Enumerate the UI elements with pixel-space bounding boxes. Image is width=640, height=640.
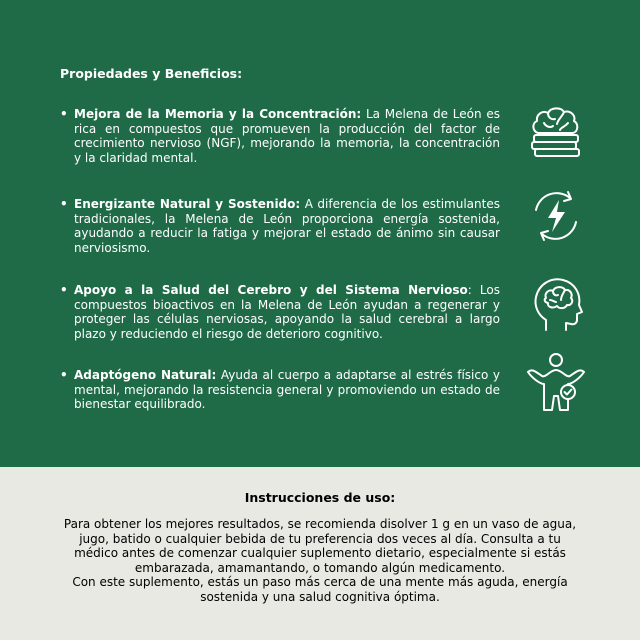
benefit-description: La Melena de León es rica en compuestos que promueven la producción del factor de crecimiento nervioso (NGF), mejorando la memoria, la concentración y la claridad mental. bbox=[74, 107, 500, 165]
benefit-title: Mejora de la Memoria y la Concentración: bbox=[74, 107, 362, 121]
benefit-description: : Los compuestos bioactivos en la Melena de León ayudan a regenerar y proteger las células nerviosas, apoyando la salud cerebral a largo plazo y reduciendo el riesgo de deterioro cognitivo. bbox=[74, 283, 500, 341]
benefit-text-block bbox=[74, 368, 500, 412]
benefit-title: Apoyo a la Salud del Cerebro y del Sistema Nervioso bbox=[74, 283, 468, 297]
benefit-text-block bbox=[74, 197, 500, 255]
benefit-text-block bbox=[74, 107, 500, 165]
bullet: • bbox=[60, 368, 68, 382]
benefit-description: Ayuda al cuerpo a adaptarse al estrés físico y mental, mejorando la resistencia general y promoviendo un estado de bienestar equilibrado. bbox=[74, 368, 500, 412]
benefit-energy bbox=[60, 197, 500, 255]
brain-books-icon bbox=[524, 101, 588, 165]
instructions-title: Instrucciones de uso: bbox=[244, 490, 396, 505]
bullet: • bbox=[60, 107, 68, 121]
section-heading: Propiedades y Beneficios: bbox=[60, 66, 243, 81]
head-brain-icon bbox=[524, 272, 588, 336]
person-check-icon bbox=[524, 350, 588, 414]
bullet: • bbox=[60, 197, 68, 211]
benefit-adaptogen bbox=[60, 368, 500, 412]
benefit-title: Energizante Natural y Sostenido: bbox=[74, 197, 301, 211]
instructions-body bbox=[60, 517, 580, 605]
benefit-brain-health bbox=[60, 283, 500, 341]
instructions-paragraph: Para obtener los mejores resultados, se recomienda disolver 1 g en un vaso de agua, jugo, batido o cualquier bebida de tu preferencia dos veces al día. Consulta a tu médico antes de comenzar cualquier suplemento dietario, especialmente si estás embarazada, amamantando, o tomando algún medicamento. bbox=[63, 517, 577, 575]
benefit-description: A diferencia de los estimulantes tradicionales, la Melena de León proporciona energía sostenida, ayudando a reducir la fatiga y mejorar el estado de ánimo sin causar nerviosismo. bbox=[74, 197, 500, 255]
lightning-cycle-icon bbox=[524, 184, 588, 248]
bullet: • bbox=[60, 283, 68, 297]
benefit-title: Adaptógeno Natural: bbox=[74, 368, 217, 382]
instructions-closing: Con este suplemento, estás un paso más cerca de una mente más aguda, energía sostenida y una salud cognitiva óptima. bbox=[72, 575, 568, 604]
benefit-memory bbox=[60, 107, 500, 165]
benefit-text-block bbox=[74, 283, 500, 341]
